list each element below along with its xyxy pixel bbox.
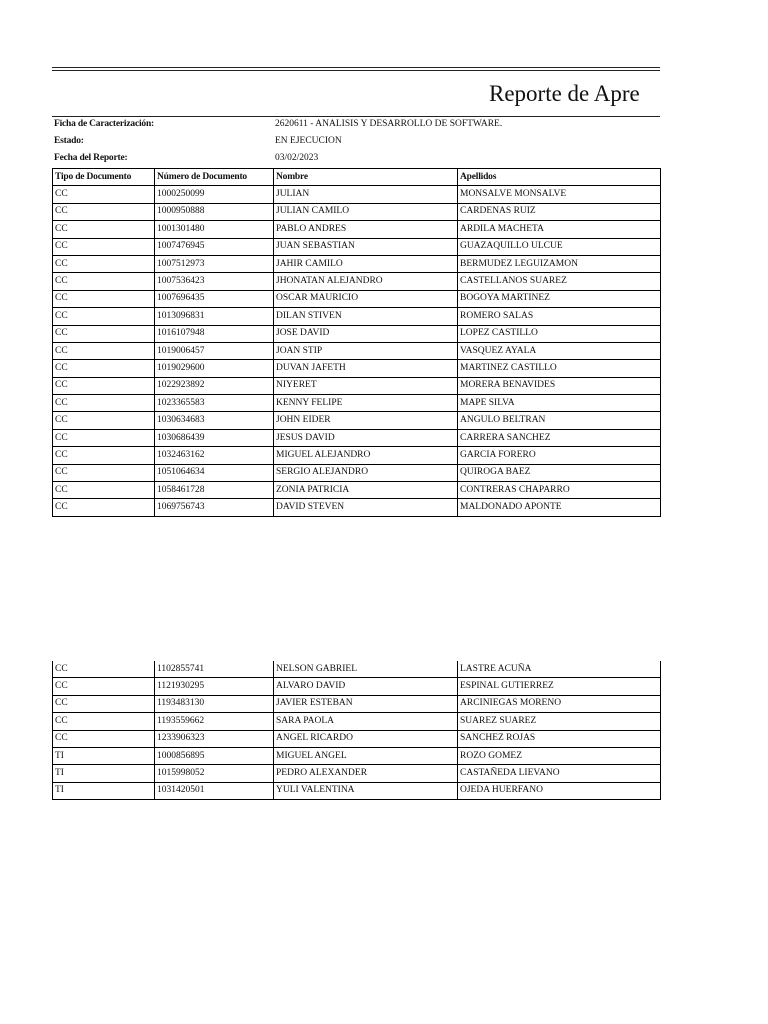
table-row (53, 325, 661, 342)
cell-tipo-documento: CC (53, 255, 155, 272)
field-ficha (52, 116, 660, 133)
cell-tipo-documento: CC (53, 730, 155, 747)
cell-tipo-documento: CC (53, 713, 155, 730)
cell-nombre: SERGIO ALEJANDRO (274, 464, 458, 481)
table-row (53, 395, 661, 412)
cell-numero-documento: 1233906323 (155, 730, 274, 747)
cell-apellidos: BOGOYA MARTINEZ (458, 290, 661, 307)
cell-numero-documento: 1007476945 (155, 238, 274, 255)
cell-tipo-documento: CC (53, 499, 155, 516)
cell-tipo-documento: TI (53, 747, 155, 764)
cell-numero-documento: 1032463162 (155, 447, 274, 464)
cell-nombre: SARA PAOLA (274, 713, 458, 730)
cell-nombre: JOHN EIDER (274, 412, 458, 429)
cell-nombre: DAVID STEVEN (274, 499, 458, 516)
table-row (53, 765, 661, 782)
cell-nombre: JUAN SEBASTIAN (274, 238, 458, 255)
cell-apellidos: CASTELLANOS SUAREZ (458, 273, 661, 290)
cell-numero-documento: 1019029600 (155, 360, 274, 377)
table-row (53, 186, 661, 203)
table-row (53, 273, 661, 290)
cell-apellidos: QUIROGA BAEZ (458, 464, 661, 481)
cell-apellidos: MONSALVE MONSALVE (458, 186, 661, 203)
table-row (53, 499, 661, 516)
cell-numero-documento: 1015998052 (155, 765, 274, 782)
cell-nombre: NIYERET (274, 377, 458, 394)
cell-numero-documento: 1016107948 (155, 325, 274, 342)
cell-nombre: JHONATAN ALEJANDRO (274, 273, 458, 290)
cell-nombre: KENNY FELIPE (274, 395, 458, 412)
cell-numero-documento: 1031420501 (155, 782, 274, 799)
table-row (53, 360, 661, 377)
cell-tipo-documento: CC (53, 377, 155, 394)
cell-nombre: MIGUEL ANGEL (274, 747, 458, 764)
cell-tipo-documento: CC (53, 464, 155, 481)
table-row (53, 661, 661, 678)
cell-tipo-documento: CC (53, 273, 155, 290)
cell-tipo-documento: CC (53, 238, 155, 255)
cell-tipo-documento: CC (53, 221, 155, 238)
cell-tipo-documento: CC (53, 412, 155, 429)
cell-apellidos: BERMUDEZ LEGUIZAMON (458, 255, 661, 272)
header-numero-documento: Número de Documento (155, 169, 274, 186)
cell-nombre: MIGUEL ALEJANDRO (274, 447, 458, 464)
cell-apellidos: GUAZAQUILLO ULCUE (458, 238, 661, 255)
cell-tipo-documento: CC (53, 447, 155, 464)
table-row (53, 308, 661, 325)
cell-numero-documento: 1030686439 (155, 429, 274, 446)
cell-numero-documento: 1030634683 (155, 412, 274, 429)
table-row (53, 429, 661, 446)
cell-numero-documento: 1001301480 (155, 221, 274, 238)
cell-numero-documento: 1007536423 (155, 273, 274, 290)
cell-apellidos: ARCINIEGAS MORENO (458, 695, 661, 712)
header-rule-top-second (52, 70, 660, 71)
cell-tipo-documento: CC (53, 661, 155, 678)
table-body-page-2 (53, 661, 661, 800)
cell-tipo-documento: CC (53, 325, 155, 342)
cell-numero-documento: 1019006457 (155, 342, 274, 359)
cell-numero-documento: 1000950888 (155, 203, 274, 220)
field-fecha-value: 03/02/2023 (275, 153, 319, 163)
cell-nombre: DILAN STIVEN (274, 308, 458, 325)
cell-tipo-documento: CC (53, 203, 155, 220)
table-row (53, 377, 661, 394)
cell-apellidos: CARDENAS RUIZ (458, 203, 661, 220)
cell-numero-documento: 1069756743 (155, 499, 274, 516)
cell-nombre: OSCAR MAURICIO (274, 290, 458, 307)
cell-numero-documento: 1000250099 (155, 186, 274, 203)
cell-apellidos: LASTRE ACUÑA (458, 661, 661, 678)
cell-nombre: YULI VALENTINA (274, 782, 458, 799)
cell-numero-documento: 1023365583 (155, 395, 274, 412)
cell-nombre: JESUS DAVID (274, 429, 458, 446)
table-row (53, 203, 661, 220)
field-estado-value: EN EJECUCION (275, 136, 342, 146)
cell-nombre: PABLO ANDRES (274, 221, 458, 238)
cell-numero-documento: 1013096831 (155, 308, 274, 325)
table-row (53, 221, 661, 238)
cell-tipo-documento: CC (53, 360, 155, 377)
cell-apellidos: MAPE SILVA (458, 395, 661, 412)
cell-apellidos: MORERA BENAVIDES (458, 377, 661, 394)
header-nombre: Nombre (274, 169, 458, 186)
cell-apellidos: SANCHEZ ROJAS (458, 730, 661, 747)
cell-nombre: JULIAN CAMILO (274, 203, 458, 220)
table-row (53, 290, 661, 307)
table-header-row (53, 169, 661, 186)
table-row (53, 255, 661, 272)
field-ficha-value: 2620611 - ANALISIS Y DESARROLLO DE SOFTWARE. (275, 119, 503, 129)
cell-apellidos: CASTAÑEDA LIEVANO (458, 765, 661, 782)
cell-nombre: JOAN STIP (274, 342, 458, 359)
header-rule-top (52, 67, 660, 68)
cell-nombre: PEDRO ALEXANDER (274, 765, 458, 782)
cell-tipo-documento: CC (53, 186, 155, 203)
cell-apellidos: ANGULO BELTRAN (458, 412, 661, 429)
cell-tipo-documento: CC (53, 678, 155, 695)
field-estado-label: Estado: (54, 136, 84, 146)
cell-tipo-documento: CC (53, 429, 155, 446)
cell-nombre: NELSON GABRIEL (274, 661, 458, 678)
cell-tipo-documento: CC (53, 308, 155, 325)
cell-numero-documento: 1007512973 (155, 255, 274, 272)
cell-apellidos: ROZO GOMEZ (458, 747, 661, 764)
cell-tipo-documento: CC (53, 395, 155, 412)
cell-apellidos: GARCIA FORERO (458, 447, 661, 464)
aprendices-table-page-2 (52, 661, 661, 800)
cell-apellidos: ESPINAL GUTIERREZ (458, 678, 661, 695)
table-row (53, 412, 661, 429)
table-row (53, 747, 661, 764)
cell-nombre: ALVARO DAVID (274, 678, 458, 695)
header-apellidos: Apellidos (458, 169, 661, 186)
cell-apellidos: CARRERA SANCHEZ (458, 429, 661, 446)
cell-apellidos: MALDONADO APONTE (458, 499, 661, 516)
cell-tipo-documento: CC (53, 482, 155, 499)
cell-numero-documento: 1102855741 (155, 661, 274, 678)
field-fecha-label: Fecha del Reporte: (54, 153, 128, 163)
table-row (53, 695, 661, 712)
cell-nombre: JULIAN (274, 186, 458, 203)
field-fecha (52, 150, 660, 167)
table-row (53, 678, 661, 695)
cell-numero-documento: 1193559662 (155, 713, 274, 730)
cell-numero-documento: 1193483130 (155, 695, 274, 712)
cell-nombre: JOSE DAVID (274, 325, 458, 342)
cell-tipo-documento: TI (53, 782, 155, 799)
table-body-page-1 (53, 186, 661, 516)
table-row (53, 447, 661, 464)
cell-apellidos: MARTINEZ CASTILLO (458, 360, 661, 377)
cell-apellidos: VASQUEZ AYALA (458, 342, 661, 359)
header-tipo-documento: Tipo de Documento (53, 169, 155, 186)
cell-numero-documento: 1121930295 (155, 678, 274, 695)
cell-tipo-documento: CC (53, 342, 155, 359)
cell-nombre: JAVIER ESTEBAN (274, 695, 458, 712)
table-row (53, 730, 661, 747)
table-row (53, 342, 661, 359)
table-row (53, 464, 661, 481)
cell-nombre: JAHIR CAMILO (274, 255, 458, 272)
cell-apellidos: ROMERO SALAS (458, 308, 661, 325)
table-row (53, 238, 661, 255)
report-title: Reporte de Apre (489, 81, 640, 106)
field-ficha-label: Ficha de Caracterización: (54, 119, 154, 129)
field-estado (52, 133, 660, 150)
cell-tipo-documento: TI (53, 765, 155, 782)
table-row (53, 482, 661, 499)
cell-tipo-documento: CC (53, 290, 155, 307)
cell-apellidos: OJEDA HUERFANO (458, 782, 661, 799)
cell-numero-documento: 1000856895 (155, 747, 274, 764)
table-row (53, 713, 661, 730)
table-row (53, 782, 661, 799)
cell-numero-documento: 1007696435 (155, 290, 274, 307)
cell-apellidos: ARDILA MACHETA (458, 221, 661, 238)
cell-apellidos: CONTRERAS CHAPARRO (458, 482, 661, 499)
cell-apellidos: LOPEZ CASTILLO (458, 325, 661, 342)
cell-nombre: DUVAN JAFETH (274, 360, 458, 377)
aprendices-table-page-1 (52, 168, 661, 517)
cell-apellidos: SUAREZ SUAREZ (458, 713, 661, 730)
cell-nombre: ANGEL RICARDO (274, 730, 458, 747)
cell-numero-documento: 1022923892 (155, 377, 274, 394)
cell-numero-documento: 1051064634 (155, 464, 274, 481)
cell-numero-documento: 1058461728 (155, 482, 274, 499)
cell-tipo-documento: CC (53, 695, 155, 712)
cell-nombre: ZONIA PATRICIA (274, 482, 458, 499)
